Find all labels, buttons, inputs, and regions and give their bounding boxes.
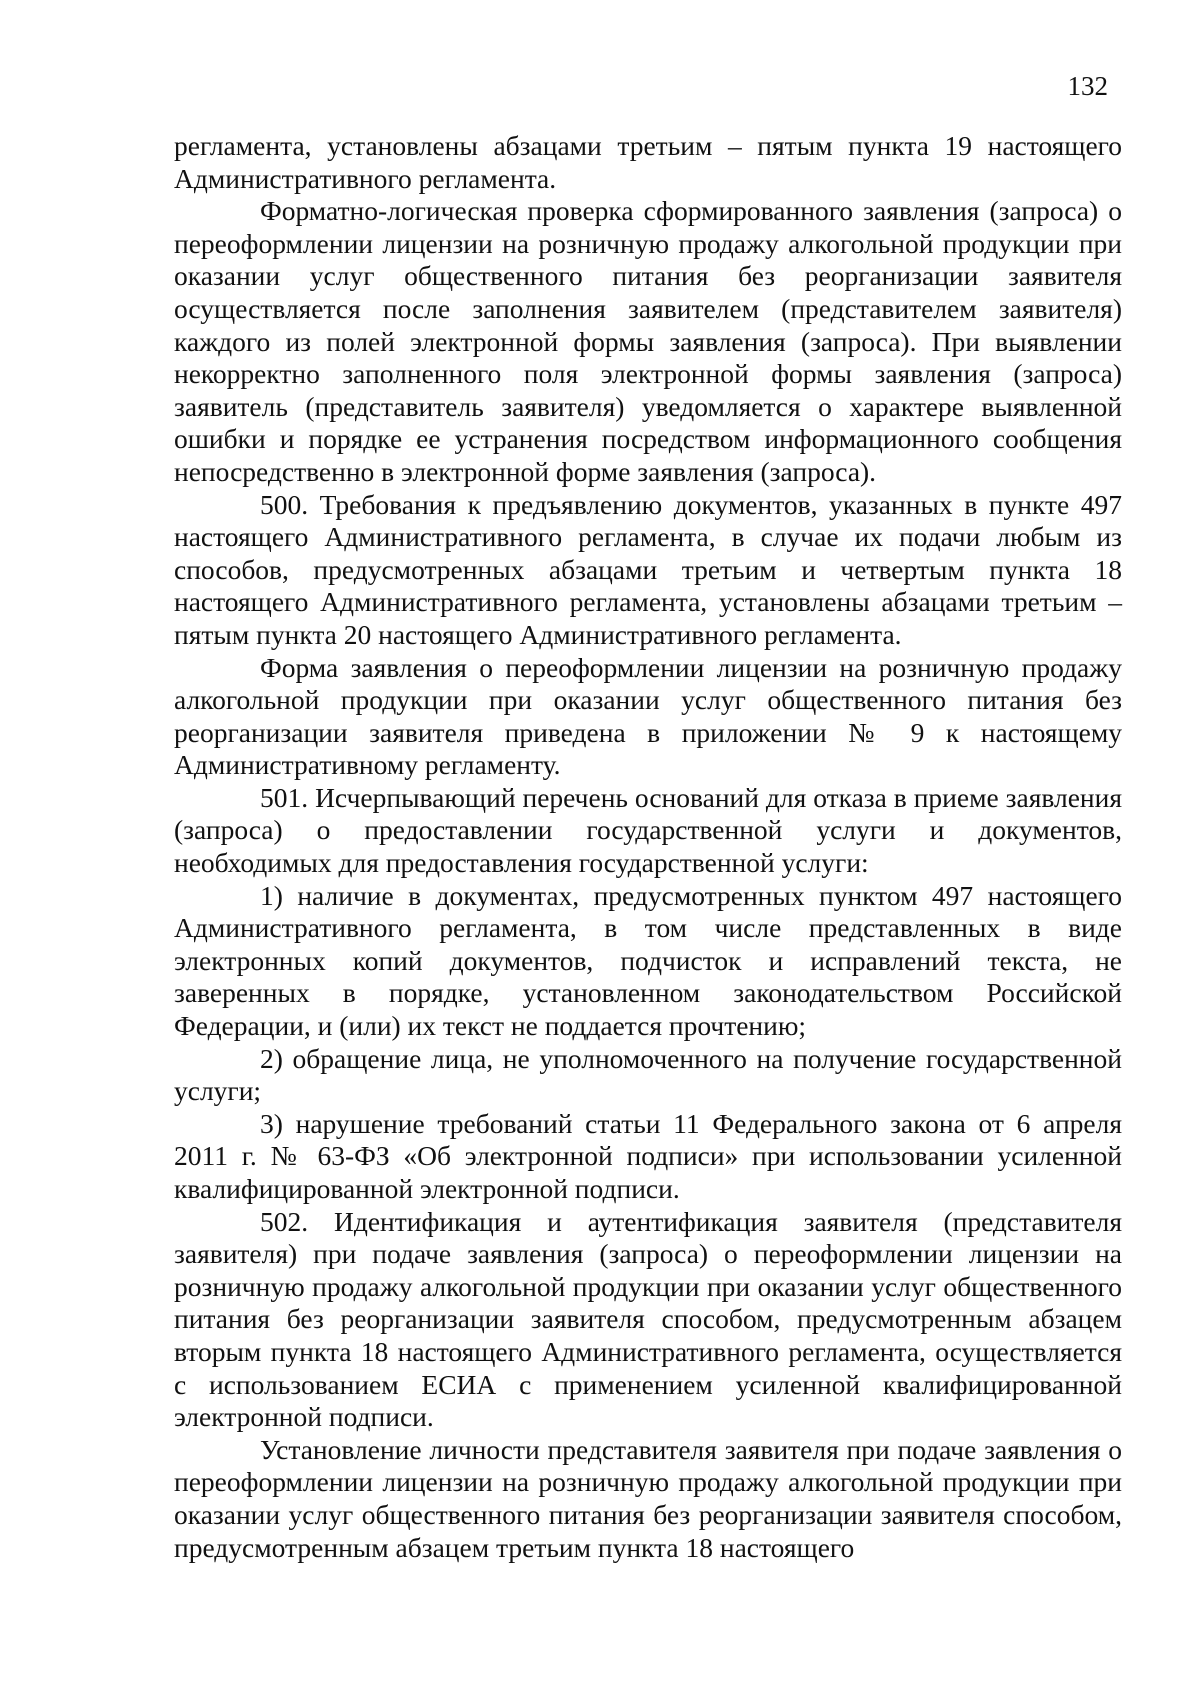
list-item-3: 3) нарушение требований статьи 11 Федерального закона от 6 апреля 2011 г. № 63-ФЗ «Об электронной подписи» при использовании усиленной квалифицированной электронной подписи.: [174, 1107, 1122, 1204]
paragraph-item-501: 501. Исчерпывающий перечень оснований для отказа в приеме заявления (запроса) о предоставлении государственной услуги и документов, необходимых для предоставления государственной услуги:: [174, 781, 1122, 879]
list-item-1: 1) наличие в документах, предусмотренных пунктом 497 настоящего Административного регламента, в том числе представленных в виде электронных копий документов, подчисток и исправлений текста, не заверенных в порядке, установленном законодательством Российской Федерации, и (или) их текст не поддается прочтению;: [174, 879, 1122, 1042]
list-item-2: 2) обращение лица, не уполномоченного на получение государственной услуги;: [174, 1042, 1122, 1107]
paragraph-continuation: регламента, установлены абзацами третьим – пятым пункта 19 настоящего Административного регламента.: [174, 130, 1122, 194]
paragraph-application-form: Форма заявления о переоформлении лицензии на розничную продажу алкогольной продукции при оказании услуг общественного питания без реорганизации заявителя приведена в приложении № 9 к настоящему Административному регламенту.: [174, 651, 1122, 781]
page-number: 132: [1067, 71, 1108, 101]
document-body: [174, 130, 1122, 1564]
paragraph-identity-establishment: Установление личности представителя заявителя при подаче заявления о переоформлении лицензии на розничную продажу алкогольной продукции при оказании услуг общественного питания без реорганизации заявителя способом, предусмотренным абзацем третьим пункта 18 настоящего: [174, 1433, 1122, 1563]
paragraph-item-502: 502. Идентификация и аутентификация заявителя (представителя заявителя) при подаче заявления (запроса) о переоформлении лицензии на розничную продажу алкогольной продукции при оказании услуг общественного питания без реорганизации заявителя способом, предусмотренным абзацем вторым пункта 18 настоящего Административного регламента, осуществляется с использованием ЕСИА с применением усиленной квалифицированной электронной подписи.: [174, 1205, 1122, 1433]
paragraph-item-500: 500. Требования к предъявлению документов, указанных в пункте 497 настоящего Административного регламента, в случае их подачи любым из способов, предусмотренных абзацами третьим и четвертым пункта 18 настоящего Административного регламента, установлены абзацами третьим – пятым пункта 20 настоящего Административного регламента.: [174, 488, 1122, 650]
paragraph-format-logic-check: Форматно-логическая проверка сформированного заявления (запроса) о переоформлении лицензии на розничную продажу алкогольной продукции при оказании услуг общественного питания без реорганизации заявителя осуществляется после заполнения заявителем (представителем заявителя) каждого из полей электронной формы заявления (запроса). При выявлении некорректно заполненного поля электронной формы заявления (запроса) заявитель (представитель заявителя) уведомляется о характере выявленной ошибки и порядке ее устранения посредством информационного сообщения непосредственно в электронной форме заявления (запроса).: [174, 195, 1122, 487]
